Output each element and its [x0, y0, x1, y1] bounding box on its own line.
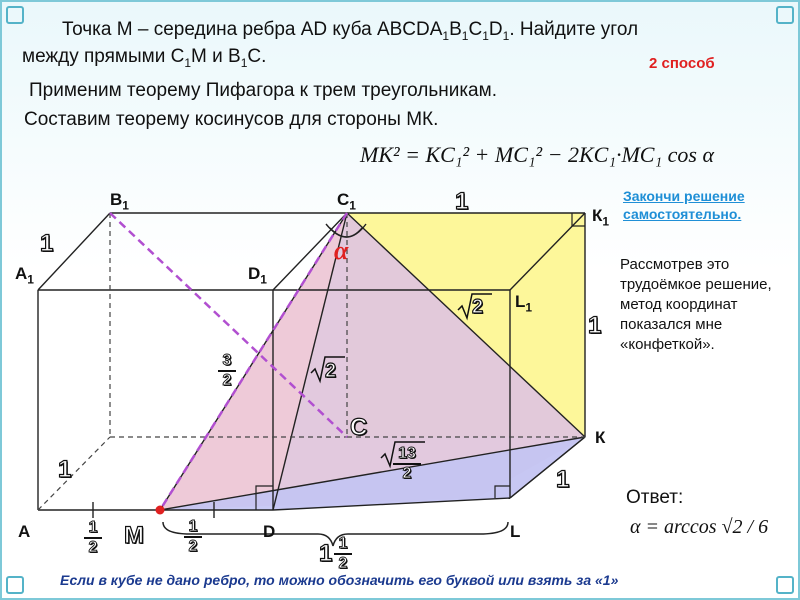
method-label: 2 способ [649, 55, 715, 72]
vertex-L: L [510, 522, 521, 541]
answer-label: Ответ: [626, 487, 684, 508]
answer-formula: α = arccos √2 / 6 [630, 516, 769, 538]
edge-label-one-AA1: 1 [58, 456, 72, 483]
finish-note-line-1: Закончи решение [623, 188, 745, 204]
vertex-A1: $A_1$ [15, 264, 34, 287]
remark-text: Рассмотрев это трудоёмкое решение, метод координат показался мне «конфеткой». [620, 256, 772, 353]
fraction-three-halves: 3 2 [218, 353, 236, 389]
point-M [156, 506, 165, 515]
cosine-formula: MK² = KC₁² + MC₁² − 2KC₁·MC₁ cos α [360, 142, 714, 167]
sqrt2-label-top: 2 [472, 296, 484, 318]
mixed-number-whole: 1 [319, 540, 333, 567]
edge-label-one-A1B1: 1 [40, 230, 54, 257]
problem-line-1: Точка М – середина ребра AD куба $ABCDA_1B_1C_1D_1$. Найдите угол [62, 19, 639, 43]
edge-label-one-C1K1: 1 [455, 188, 469, 215]
fraction-AM-half: 1 2 [84, 520, 102, 556]
vertex-M: М [124, 522, 144, 549]
finish-note-line-2: самостоятельно. [623, 206, 742, 222]
footer-note: Если в кубе не дано ребро, то можно обозначить его буквой или взять за «1» [60, 572, 619, 588]
vertex-C1: $C_1$ [337, 190, 356, 213]
vertex-D: D [263, 522, 276, 541]
vertex-K: К [595, 428, 606, 447]
step-pythagoras: Применим теорему Пифагора к трем треугольникам. [29, 80, 497, 101]
sqrt2-label-middle: 2 [325, 360, 337, 382]
mixed-number-fraction: 1 2 [334, 536, 352, 572]
angle-alpha-label: α [334, 236, 349, 265]
vertex-B1: $B_1$ [110, 190, 129, 213]
vertex-K1: $К_1$ [592, 206, 610, 229]
vertex-C: С [350, 414, 368, 441]
problem-line-2: между прямыми $С_1М$ и $В_1С$. [22, 46, 267, 70]
step-cosines: Составим теорему косинусов для стороны МК. [24, 109, 439, 130]
edge-label-one-LK: 1 [556, 466, 570, 493]
fraction-sqrt13-halves: 13 2 [393, 446, 421, 482]
vertex-A: A [18, 522, 31, 541]
vertex-D1: $D_1$ [248, 264, 267, 287]
fraction-MD-half: 1 2 [184, 519, 202, 555]
edge-label-one-K1K: 1 [588, 312, 602, 339]
vertex-L1: $L_1$ [515, 292, 533, 315]
